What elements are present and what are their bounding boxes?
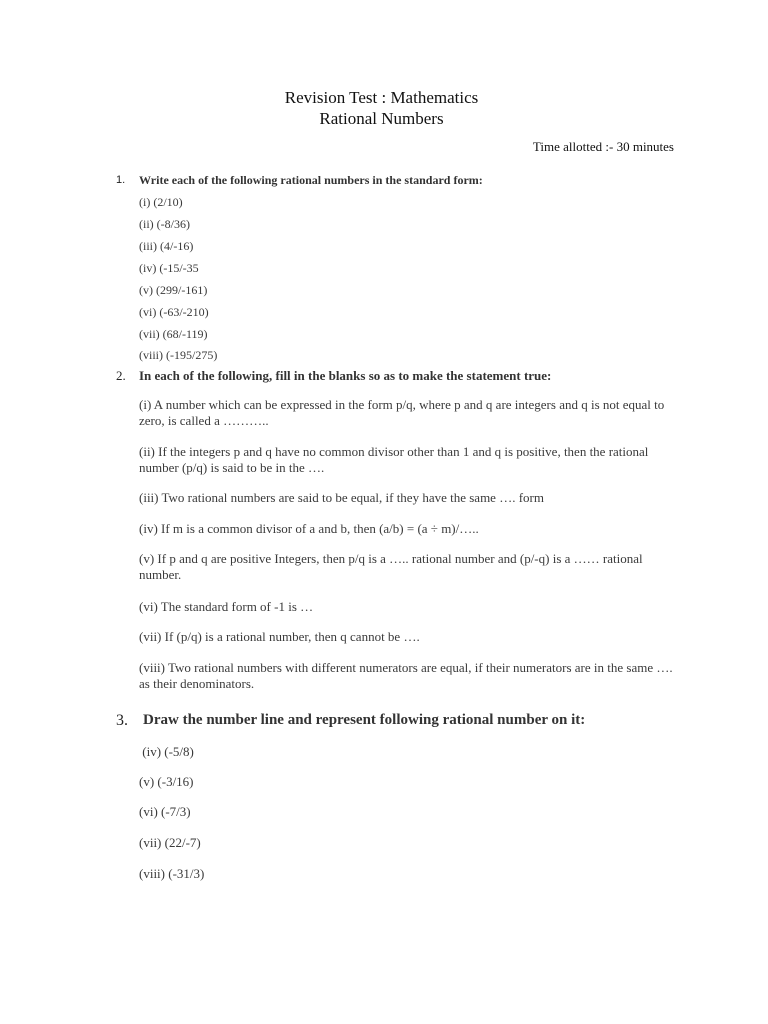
q2-item: (i) A number which can be expressed in the form p/q, where p and q are integers and q is not equal to zero, is called a ……….. (139, 397, 665, 428)
q3-item: (viii) (-31/3) (139, 866, 205, 881)
q3-item: (v) (-3/16) (139, 774, 194, 789)
q3-item: (iv) (-5/8) (139, 744, 194, 759)
question-1-number: 1. (116, 174, 126, 186)
q3-item: (vi) (-7/3) (139, 804, 191, 819)
question-2-number: 2. (116, 368, 126, 383)
q1-item: (vi) (-63/-210) (139, 305, 209, 319)
q1-item: (i) (2/10) (139, 195, 183, 209)
q2-item: (iii) Two rational numbers are said to be equal, if they have the same …. form (139, 490, 544, 505)
q1-item: (v) (299/-161) (139, 283, 208, 297)
q2-item: (vi) The standard form of -1 is … (139, 599, 314, 614)
question-3-text: Draw the number line and represent following rational number on it: (143, 712, 586, 728)
question-2-text: In each of the following, fill in the blanks so as to make the statement true: (139, 368, 552, 383)
page-title: Revision Test : Mathematics (284, 88, 479, 107)
q1-item: (iv) (-15/-35 (139, 261, 199, 275)
page-subtitle: Rational Numbers (319, 109, 444, 128)
q2-item: (v) If p and q are positive Integers, then p/q is a ….. rational number and (p/-q) is a …… rational number. (139, 551, 643, 582)
q2-item: (vii) If (p/q) is a rational number, then q cannot be …. (139, 629, 420, 644)
q1-item: (viii) (-195/275) (139, 348, 218, 362)
q3-item: (vii) (22/-7) (139, 835, 201, 850)
q2-item: (viii) Two rational numbers with different numerators are equal, if their numerators are in the same …. as their denominators. (139, 660, 673, 691)
q1-item: (ii) (-8/36) (139, 217, 190, 231)
q1-item: (iii) (4/-16) (139, 239, 194, 253)
question-1-text: Write each of the following rational numbers in the standard form: (139, 173, 483, 187)
q2-item: (iv) If m is a common divisor of a and b, then (a/b) = (a ÷ m)/….. (139, 521, 479, 536)
time-allotted: Time allotted :- 30 minutes (532, 139, 674, 154)
q1-item: (vii) (68/-119) (139, 327, 208, 341)
q2-item: (ii) If the integers p and q have no common divisor other than 1 and q is positive, then the rational number (p/q) is said to be in the …. (139, 444, 649, 475)
question-3-number: 3. (116, 712, 128, 729)
